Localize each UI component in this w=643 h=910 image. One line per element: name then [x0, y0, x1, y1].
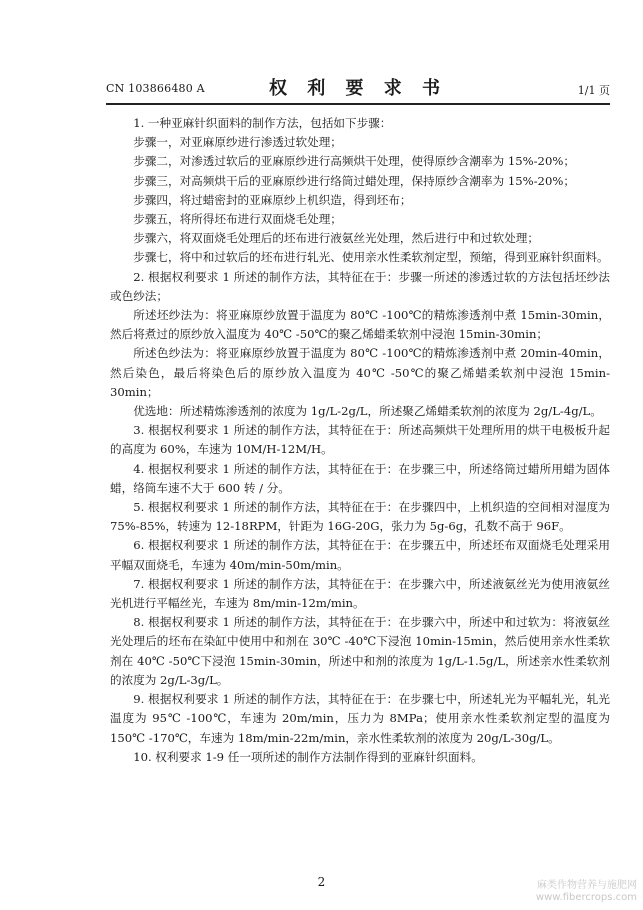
- claim-paragraph: 5. 根据权利要求 1 所述的制作方法，其特征在于：在步骤四中，上机织造的空间相对湿度为 75%-85%，转速为 12-18RPM，针距为 16G-20G，张力为 5g-6g，孔数不高于 96F。: [110, 500, 610, 534]
- publication-number: CN 103866480 A: [106, 82, 205, 95]
- claims-body: [110, 114, 610, 767]
- page-header: [106, 74, 610, 100]
- claim-paragraph: 1. 一种亚麻针织面料的制作方法，包括如下步骤：: [133, 116, 392, 130]
- document-title: 权 利 要 求 书: [268, 78, 448, 99]
- claim-paragraph: 7. 根据权利要求 1 所述的制作方法，其特征在于：在步骤六中，所述液氨丝光为使用液氨丝光机进行平幅丝光，车速为 8m/min-12m/min。: [110, 576, 610, 611]
- claim-paragraph: 4. 根据权利要求 1 所述的制作方法，其特征在于：在步骤三中，所述络筒过蜡所用蜡为固体蜡，络筒车速不大于 600 转 / 分。: [110, 461, 610, 495]
- claim-paragraph: 9. 根据权利要求 1 所述的制作方法，其特征在于：在步骤七中，所述轧光为平幅轧光，轧光温度为 95℃ -100℃，车速为 20m/min，压力为 8MPa；使用亲水性柔软剂定型的温度为 150℃ -170℃，车速为 18m/min-22m/min，亲水性柔软剂的浓度为 20g/L-30g/L。: [110, 692, 610, 745]
- claim-paragraph: 10. 权利要求 1-9 任一项所述的制作方法制作得到的亚麻针织面料。: [133, 749, 483, 764]
- claim-paragraph: 6. 根据权利要求 1 所述的制作方法，其特征在于：在步骤五中，所述坯布双面烧毛处理采用平幅双面烧毛，车速为 40m/min-50m/min。: [110, 538, 610, 572]
- claim-paragraph: 步骤三，对高频烘干后的亚麻原纱进行络筒过蜡处理，保持原纱含潮率为 15%-20%；: [133, 173, 575, 188]
- watermark: [536, 880, 637, 904]
- claim-paragraph: 步骤五，将所得坯布进行双面烧毛处理；: [133, 212, 342, 227]
- claim-paragraph: 所述坯纱法为：将亚麻原纱放置于温度为 80℃ -100℃的精炼渗透剂中煮 15min-30min，然后将煮过的原纱放入温度为 40℃ -50℃的聚乙烯蜡柔软剂中浸泡 15min-30min；: [110, 308, 610, 342]
- watermark-site-name: 麻类作物营养与施肥网: [537, 880, 637, 891]
- claim-paragraph: 步骤六，将双面烧毛处理后的坯布进行液氨丝光处理，然后进行中和过软处理；: [133, 231, 539, 246]
- claim-paragraph: 步骤七，将中和过软后的坯布进行轧光、使用亲水性柔软剂定型，预缩，得到亚麻针织面料。: [133, 250, 609, 265]
- claim-paragraph: 所述色纱法为：将亚麻原纱放置于温度为 80℃ -100℃的精炼渗透剂中煮 20min-40min，然后染色，最后将染色后的原纱放入温度为 40℃ -50℃的聚乙烯蜡柔软剂中浸泡 15min-30min；: [110, 346, 610, 399]
- claim-paragraph: 优选地：所述精炼渗透剂的浓度为 1g/L-2g/L，所述聚乙烯蜡柔软剂的浓度为 2g/L-4g/L。: [133, 404, 602, 419]
- claim-paragraph: 8. 根据权利要求 1 所述的制作方法，其特征在于：在步骤六中，所述中和过软为：将液氨丝光处理后的坯布在染缸中使用中和剂在 30℃ -40℃下浸泡 10min-15min，然后使用亲水性柔软剂在 40℃ -50℃下浸泡 15min-30min，所述中和剂的浓度为 1g/L-1.5g/L，所述亲水性柔软剂的浓度为 2g/L-3g/L。: [110, 615, 610, 687]
- page-number: 2: [317, 875, 326, 889]
- claim-paragraph: 2. 根据权利要求 1 所述的制作方法，其特征在于：步骤一所述的渗透过软的方法包括坯纱法或色纱法；: [110, 269, 610, 303]
- page-count: 1/1 页: [577, 84, 610, 97]
- header-rule: [106, 103, 610, 105]
- watermark-url: www.fibercrops.com: [535, 892, 637, 903]
- claim-paragraph: 步骤四，将过蜡密封的亚麻原纱上机织造，得到坯布；: [133, 192, 412, 207]
- claim-paragraph: 步骤二，对渗透过软后的亚麻原纱进行高频烘干处理，使得原纱含潮率为 15%-20%；: [133, 154, 575, 169]
- claim-paragraph: 步骤一，对亚麻原纱进行渗透过软处理；: [133, 135, 342, 150]
- claim-paragraph: 3. 根据权利要求 1 所述的制作方法，其特征在于：所述高频烘干处理所用的烘干电极板升起的高度为 60%，车速为 10M/H-12M/H。: [110, 423, 610, 457]
